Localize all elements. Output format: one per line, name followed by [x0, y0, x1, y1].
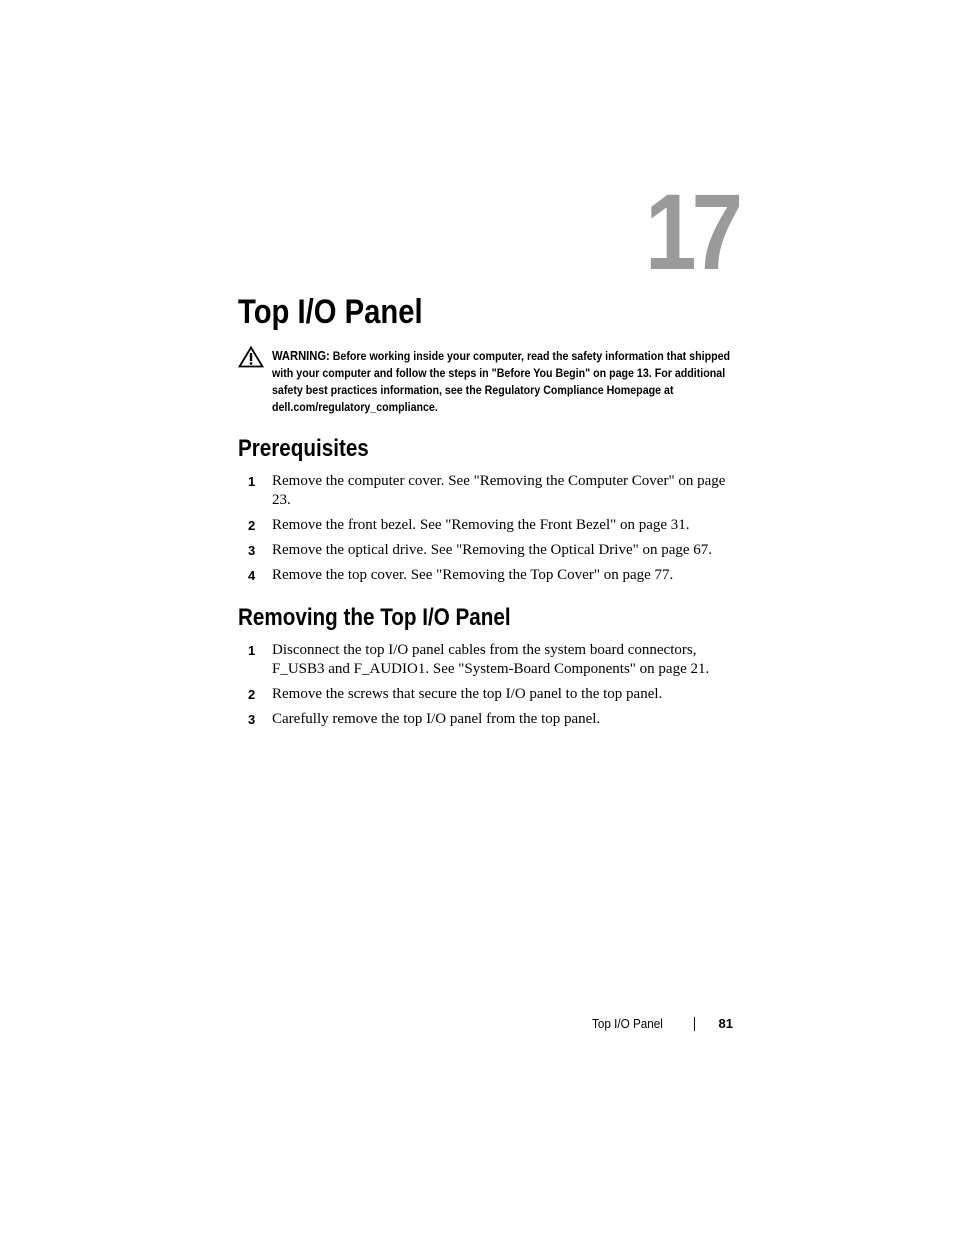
step-item — [238, 685, 738, 704]
page-title: Top I/O Panel — [238, 293, 423, 331]
step-number: 2 — [248, 687, 256, 702]
page-number: 81 — [718, 1016, 733, 1031]
step-text: Remove the optical drive. See "Removing the Optical Drive" on page 67. — [272, 542, 713, 558]
step-number: 2 — [248, 518, 256, 533]
step-text: Remove the front bezel. See "Removing the Front Bezel" on page 31. — [272, 517, 690, 533]
step-text: Remove the top cover. See "Removing the Top Cover" on page 77. — [272, 567, 674, 583]
step-item — [238, 641, 738, 679]
warning-body: Before working inside your computer, read the safety information that shipped with your computer and follow the steps in "Before You Begin" on page 13. For additional safety best practices information, see the Regulatory Compliance Homepage at dell.com/regulatory_compliance. — [272, 349, 731, 414]
step-text: Disconnect the top I/O panel cables from the system board connectors, F_USB3 and F_AUDIO1. See "System-Board Components" on page 21. — [272, 642, 710, 677]
step-item — [238, 541, 738, 560]
step-item — [238, 516, 738, 535]
footer-divider — [694, 1017, 695, 1031]
chapter-number: 17 — [644, 171, 738, 292]
footer-title: Top I/O Panel — [592, 1016, 663, 1031]
step-item — [238, 472, 738, 510]
step-number: 3 — [248, 543, 256, 558]
warning-text — [272, 347, 736, 416]
step-number: 3 — [248, 712, 256, 727]
step-text: Remove the computer cover. See "Removing the Computer Cover" on page 23. — [272, 473, 726, 508]
step-number: 1 — [248, 474, 256, 489]
step-item — [238, 566, 738, 585]
step-text: Carefully remove the top I/O panel from the top panel. — [272, 711, 601, 727]
warning-label: WARNING: — [272, 348, 330, 363]
prerequisites-steps — [238, 472, 738, 591]
section-heading-prerequisites: Prerequisites — [238, 435, 369, 462]
step-item — [238, 710, 738, 729]
section-heading-removing: Removing the Top I/O Panel — [238, 604, 511, 631]
removing-steps — [238, 641, 738, 735]
step-number: 1 — [248, 643, 256, 658]
step-text: Remove the screws that secure the top I/O panel to the top panel. — [272, 686, 663, 702]
warning-triangle-icon — [238, 346, 264, 368]
page-footer — [560, 1014, 735, 1034]
step-number: 4 — [248, 568, 256, 583]
